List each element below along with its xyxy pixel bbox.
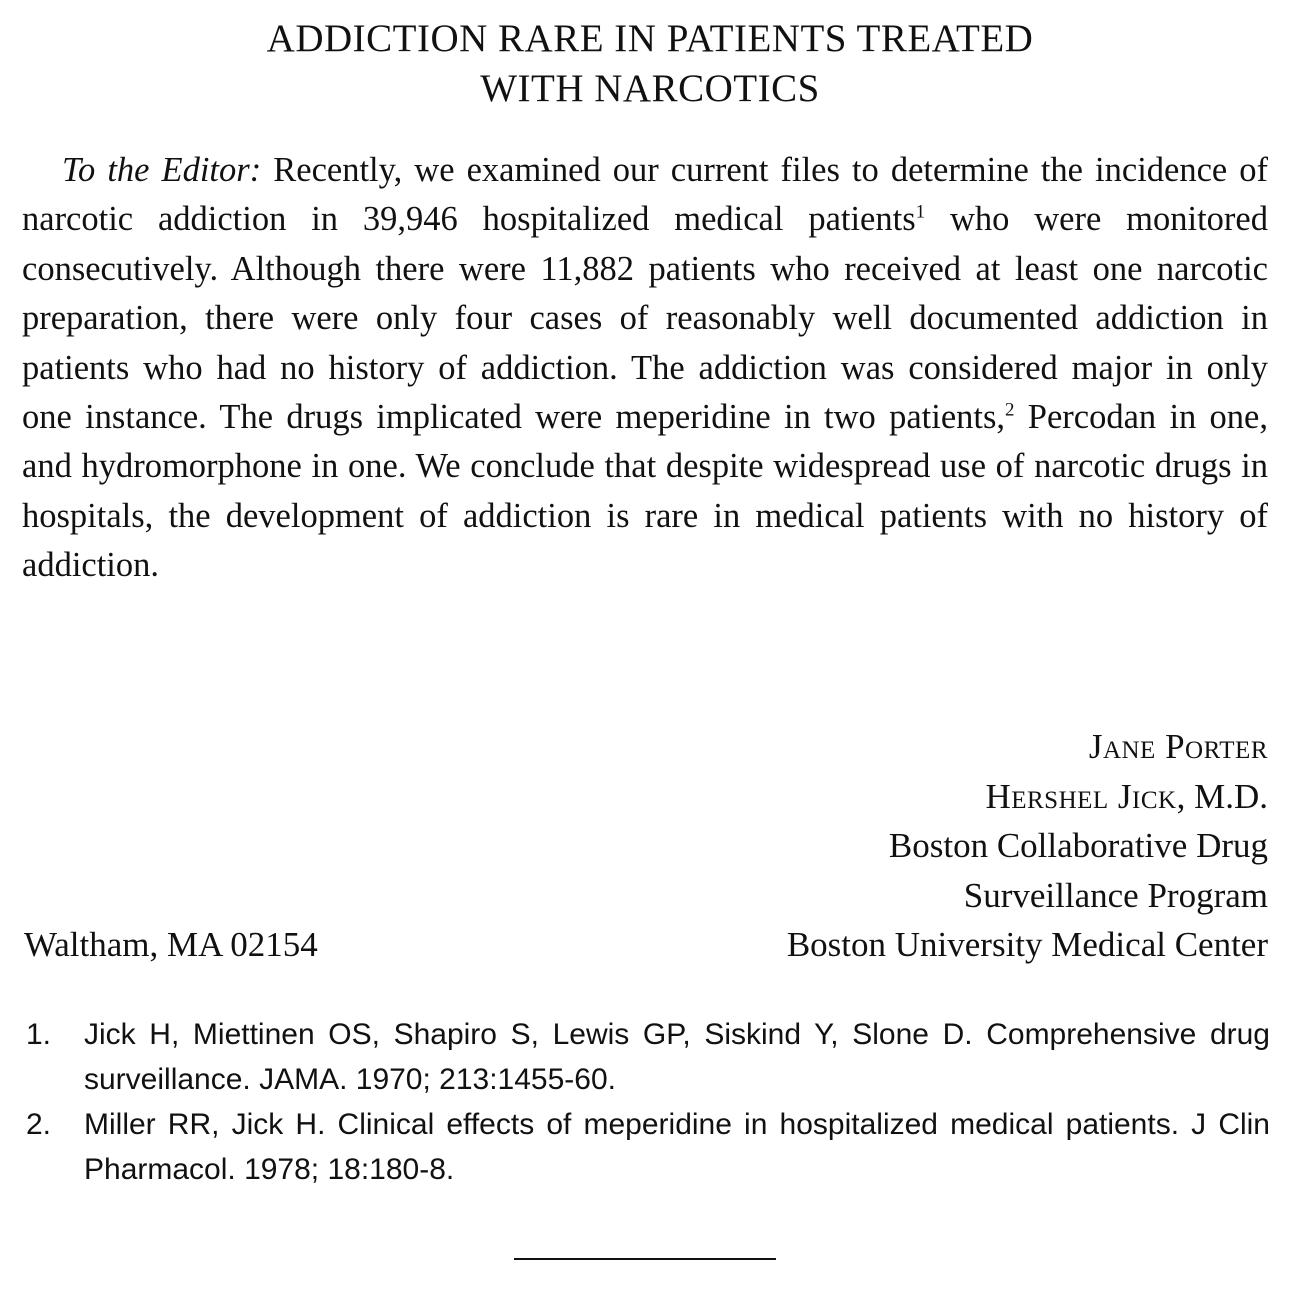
reference-item xyxy=(22,1102,1270,1192)
affiliation-line-1: Boston Collaborative Drug xyxy=(888,826,1268,865)
footnote-marker-2: 2 xyxy=(1005,399,1015,421)
references-list xyxy=(22,1012,1270,1192)
section-divider xyxy=(514,1258,776,1260)
title-line-2: WITH NARCOTICS xyxy=(480,67,820,110)
letter-text-part-1: Recently, we examined our current files to determine the incidence of narcotic addiction in 39,946 hospitalized medical patients xyxy=(22,151,1269,239)
author-1: Jane Porter xyxy=(1088,727,1268,766)
title-line-1: ADDICTION RARE IN PATIENTS TREATED xyxy=(266,17,1034,60)
reference-text: Miller RR, Jick H. Clinical effects of meperidine in hospitalized medical patients. J Clin Pharmacol. 1978; 18:180-8. xyxy=(84,1108,1270,1186)
reference-text: Jick H, Miettinen OS, Shapiro S, Lewis GP, Siskind Y, Slone D. Comprehensive drug surveillance. JAMA. 1970; 213:1455-60. xyxy=(84,1018,1270,1096)
salutation: To the Editor: xyxy=(62,151,262,189)
letter-text-part-2: who were monitored consecutively. Although there were 11,882 patients who received at least one narcotic preparation, there were only four cases of reasonably well documented addiction in patients who had no history of addiction. The addiction was considered major in only one instance. The drugs implicated were meperidine in two patients, xyxy=(22,200,1268,437)
reference-number: 1. xyxy=(26,1018,52,1051)
letter-text-part-3: Percodan in one, and hydromorphone in one. We conclude that despite widespread use of narcotic drugs in hospitals, the development of addiction is rare in medical patients with no history of addiction. xyxy=(22,398,1268,585)
author-2-degree: , M.D. xyxy=(1176,776,1268,816)
footnote-marker-1: 1 xyxy=(915,201,926,223)
reference-number: 2. xyxy=(26,1108,52,1141)
article-title xyxy=(0,14,1300,114)
author-2-name: Hershel Jick xyxy=(985,776,1177,816)
affiliation-line-3: Boston University Medical Center xyxy=(786,925,1268,964)
address: Waltham, MA 02154 xyxy=(24,925,318,964)
affiliation-line-2: Surveillance Program xyxy=(963,875,1268,915)
letter-body xyxy=(22,146,1268,591)
reference-item xyxy=(22,1012,1270,1102)
signature-block xyxy=(787,722,1268,970)
author-2 xyxy=(787,772,1268,822)
